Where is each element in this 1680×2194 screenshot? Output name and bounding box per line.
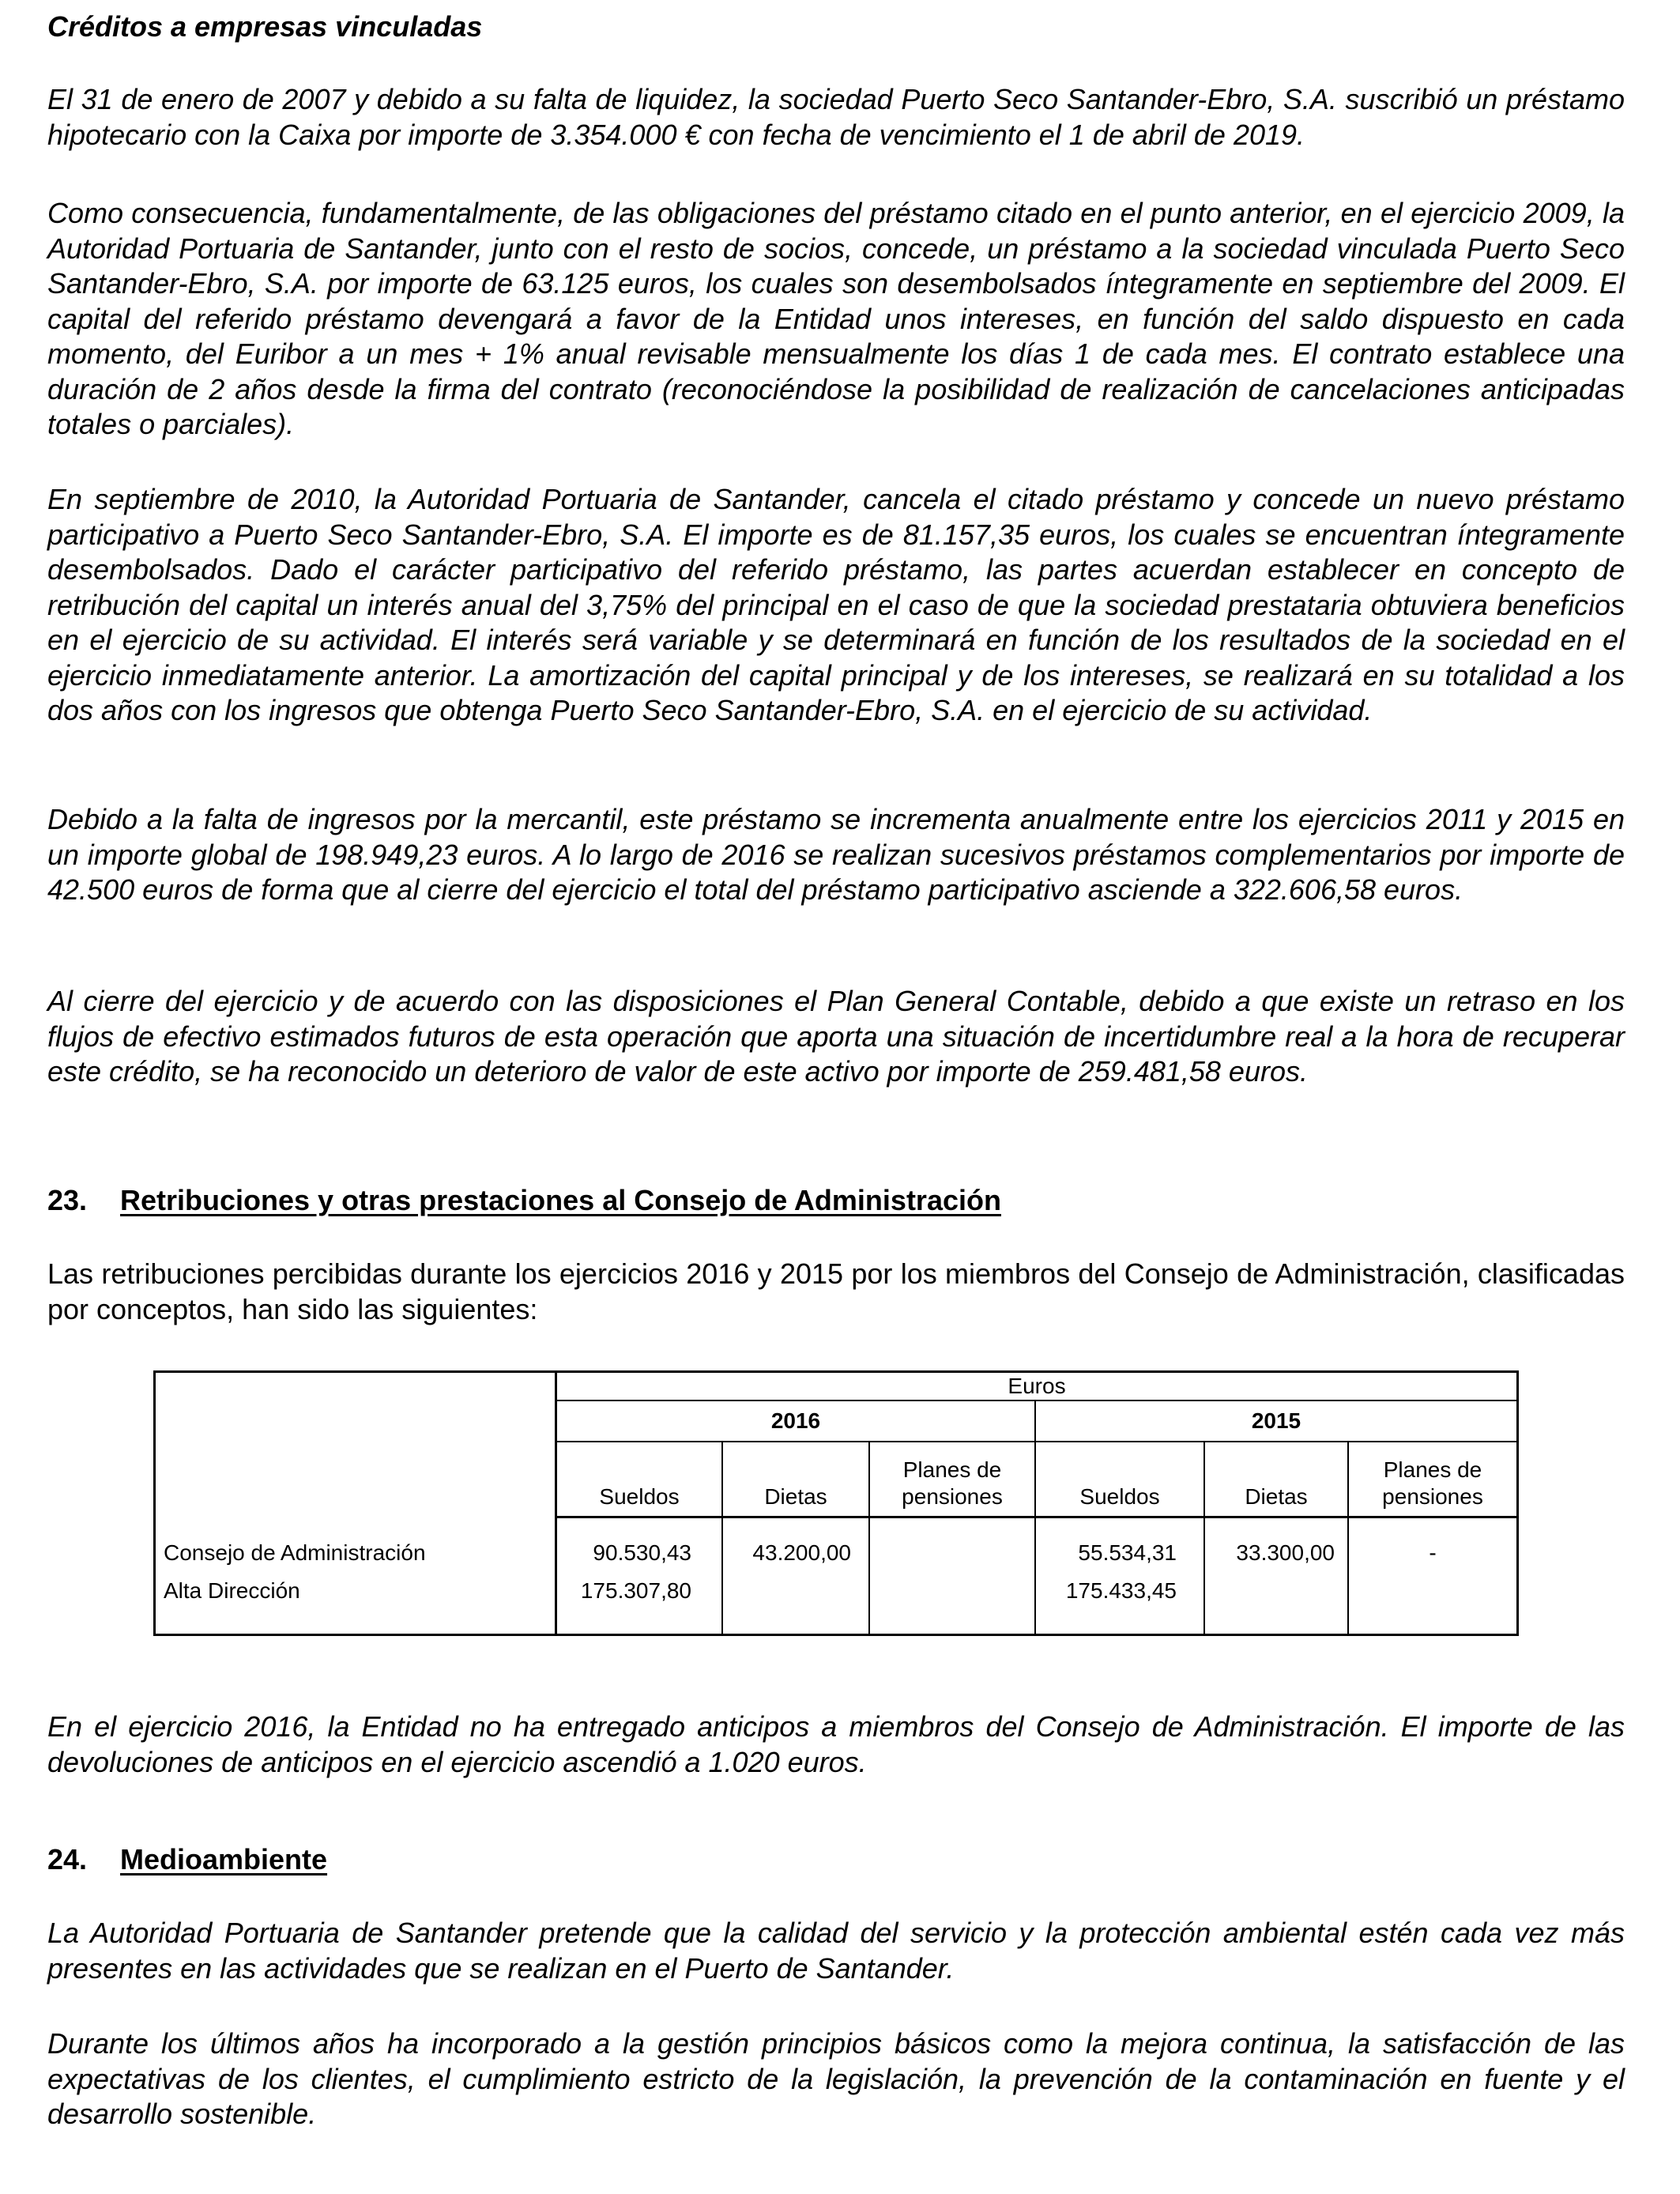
header-dietas-2016: Dietas — [764, 1484, 827, 1509]
cell-alta-sueldos-2015: 175.433,45 — [1065, 1578, 1177, 1603]
cell-consejo-dietas-2015: 33.300,00 — [1236, 1540, 1335, 1565]
header-dietas-2015: Dietas — [1245, 1484, 1308, 1509]
cell-consejo-sueldos-2015: 55.534,31 — [1078, 1540, 1177, 1565]
header-planes-2015-line1: Planes de — [1383, 1457, 1482, 1482]
section-24-number: 24. — [47, 1843, 88, 1875]
section-23-after: En el ejercicio 2016, la Entidad no ha entregado anticipos a miembros del Consejo de Administración. El importe de las devoluciones de anticipos en el ejercicio ascendió a 1.020 euros. — [47, 1710, 1625, 1778]
section-23-intro: Las retribuciones percibidas durante los ejercicios 2016 y 2015 por los miembros del Consejo de Administración, clasificadas por conceptos, han sido las siguientes: — [47, 1257, 1625, 1325]
cell-alta-sueldos-2016: 175.307,80 — [580, 1578, 691, 1603]
header-planes-2016-line1: Planes de — [902, 1457, 1002, 1482]
header-sueldos-2015: Sueldos — [1079, 1484, 1160, 1509]
section-23-heading — [47, 1183, 1001, 1218]
section-23-title: Retribuciones y otras prestaciones al Consejo de Administración — [120, 1184, 1001, 1216]
paragraph-prestamo-2009: Como consecuencia, fundamentalmente, de las obligaciones del préstamo citado en el punto anterior, en el ejercicio 2009, la Autoridad Portuaria de Santander, junto con el resto de socios, concede, un préstamo a la sociedad vinculada Puerto Seco Santander-Ebro, S.A. por importe de 63.125 euros, los cuales son desembolsados íntegramente en septiembre del 2009. El capital del referido préstamo devengará a favor de la Entidad unos intereses, en función del saldo dispuesto en cada momento, del Euribor a un mes + 1% anual revisable mensualmente los días 1 de cada mes. El contrato establece una duración de 2 años desde la firma del contrato (reconociéndose la posibilidad de realización de cancelaciones anticipadas totales o parciales). — [47, 197, 1625, 440]
header-sueldos-2016: Sueldos — [599, 1484, 680, 1509]
section-24-title: Medioambiente — [120, 1843, 328, 1875]
row-label-alta-direccion: Alta Dirección — [164, 1578, 300, 1603]
section-24-heading — [47, 1842, 327, 1877]
row-label-consejo: Consejo de Administración — [164, 1540, 426, 1565]
header-year-2015: 2015 — [1251, 1408, 1301, 1433]
retribuciones-table — [153, 1370, 1519, 1636]
header-year-2016: 2016 — [770, 1408, 821, 1433]
subheading-creditos: Créditos a empresas vinculadas — [47, 10, 483, 43]
section-23-number: 23. — [47, 1184, 88, 1216]
header-planes-2015-line2: pensiones — [1382, 1484, 1483, 1509]
header-euros: Euros — [1008, 1374, 1066, 1398]
cell-consejo-planes-2015: - — [1429, 1540, 1437, 1565]
paragraph-deterioro: Al cierre del ejercicio y de acuerdo con las disposiciones el Plan General Contable, debido a que existe un retraso en los flujos de efectivo estimados futuros de esta operación que aporta una situación de incertidumbre real a la hora de recuperar este crédito, se ha reconocido un deterioro de valor de este activo por importe de 259.481,58 euros. — [47, 985, 1625, 1088]
section-24-paragraph-1: La Autoridad Portuaria de Santander pretende que la calidad del servicio y la protección ambiental estén cada vez más presentes en las actividades que se realizan en el Puerto de Santander. — [47, 1917, 1625, 1985]
cell-consejo-dietas-2016: 43.200,00 — [752, 1540, 851, 1565]
paragraph-prestamo-participativo: En septiembre de 2010, la Autoridad Portuaria de Santander, cancela el citado préstamo y concede un nuevo préstamo participativo a Puerto Seco Santander-Ebro, S.A. El importe es de 81.157,35 euros, los cuales se encuentran íntegramente desembolsados. Dado el carácter participativo del referido préstamo, las partes acuerdan establecer en concepto de retribución del capital un interés anual del 3,75% del principal en el caso de que la sociedad prestataria obtuviera beneficios en el ejercicio de su actividad. El interés será variable y se determinará en función de los resultados de la sociedad en el ejercicio inmediatamente anterior. La amortización del capital principal y de los intereses, se realizará en su totalidad a los dos años con los ingresos que obtenga Puerto Seco Santander-Ebro, S.A. en el ejercicio de su actividad. — [47, 483, 1625, 726]
paragraph-incremento-prestamo: Debido a la falta de ingresos por la mercantil, este préstamo se incrementa anualmente entre los ejercicios 2011 y 2015 en un importe global de 198.949,23 euros. A lo largo de 2016 se realizan sucesivos préstamos complementarios por importe de 42.500 euros de forma que al cierre del ejercicio el total del préstamo participativo asciende a 322.606,58 euros. — [47, 803, 1625, 906]
header-planes-2016-line2: pensiones — [902, 1484, 1003, 1509]
cell-consejo-sueldos-2016: 90.530,43 — [593, 1540, 691, 1565]
paragraph-prestamo-hipotecario: El 31 de enero de 2007 y debido a su falta de liquidez, la sociedad Puerto Seco Santander-Ebro, S.A. suscribió un préstamo hipotecario con la Caixa por importe de 3.354.000 € con fecha de vencimiento el 1 de abril de 2019. — [47, 83, 1625, 151]
section-24-paragraph-2: Durante los últimos años ha incorporado a la gestión principios básicos como la mejora continua, la satisfacción de las expectativas de los clientes, el cumplimiento estricto de la legislación, la prevención de la contaminación en fuente y el desarrollo sostenible. — [47, 2027, 1625, 2130]
